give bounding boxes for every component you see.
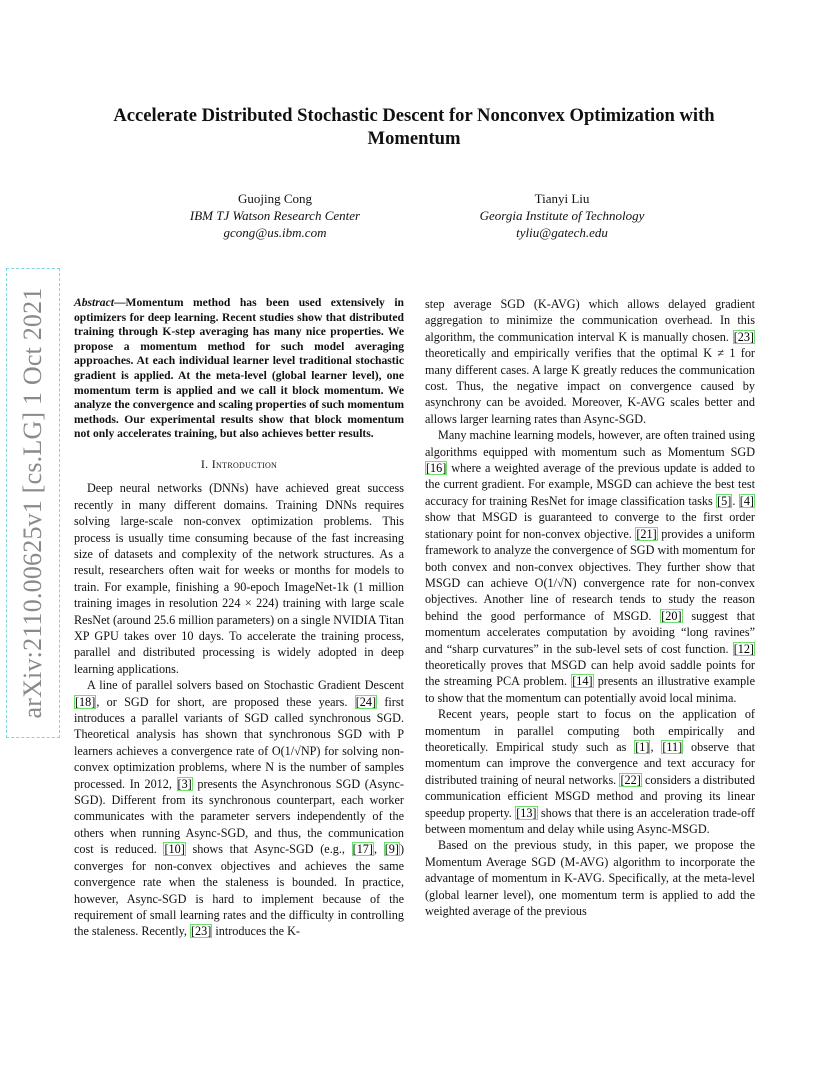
arxiv-stamp[interactable]: arXiv:2110.00625v1 [cs.LG] 1 Oct 2021: [18, 287, 47, 719]
citation-link[interactable]: [17]: [352, 842, 373, 857]
left-column: [74, 296, 404, 940]
text-span: show that MSGD is guaranteed to converge to the first order stationary point for non-convex objective.: [425, 510, 755, 541]
text-span: Many machine learning models, however, are often trained using algorithms equipped with momentum such as Momentum SGD: [425, 428, 755, 459]
text-span: where a weighted average of the previous update is added to the current gradient. For example, MSGD can achieve the best test accuracy for training ResNet for image classification tasks: [425, 461, 755, 508]
text-span: presents an illustrative example to show that the momentum can potentially avoid local minima.: [425, 674, 755, 705]
citation-link[interactable]: [16]: [426, 461, 447, 476]
citation-link[interactable]: [5]: [717, 493, 732, 508]
citation-link[interactable]: [23]: [190, 924, 212, 939]
citation-link[interactable]: [23]: [733, 329, 754, 344]
citation-link[interactable]: [3]: [177, 776, 192, 791]
abstract-lead: Abstract: [74, 296, 114, 309]
author-name: Guojing Cong: [237, 191, 313, 206]
paragraph: Based on the previous study, in this paper, we propose the Momentum Average SGD (M-AVG) algorithm to incorporate the advantage of momentum in K-AVG. Specifically, at the meta-level (global learner level), one momentum term is applied to add the weighted average of the previous: [425, 838, 755, 919]
text-span: theoretically proves that MSGD can help avoid saddle points for the streaming PCA problem.: [425, 657, 755, 689]
citation-link[interactable]: [21]: [636, 526, 657, 541]
text-span: presents the Asynchronous SGD (Async-SGD). Different from its synchronous counterpart, each worker communicates with the parameter servers independently of the others when running Async-SGD, and thus, the communication cost is reduced.: [74, 776, 404, 857]
section-title: Introduction: [211, 456, 278, 471]
text-span: suggest that momentum accelerates computation by avoiding “long ravines” and “sharp curvatures” in the sub-level sets of cost function.: [425, 608, 755, 656]
author-block-1: [155, 190, 395, 241]
title-line-1: Accelerate Distributed Stochastic Descent for Nonconvex Optimization with: [113, 105, 715, 126]
citation-link[interactable]: [22]: [620, 772, 641, 787]
text-span: observe that momentum can improve the convergence and text accuracy for distributed training of neural networks.: [425, 739, 756, 787]
text-span: shows that there is an acceleration trade-off between momentum and delay while using Async-MSGD.: [425, 805, 755, 836]
text-span: .: [732, 493, 739, 508]
citation-link[interactable]: [9]: [384, 842, 399, 857]
right-column: [425, 296, 755, 919]
paragraph: [74, 677, 404, 940]
citation-link[interactable]: [24]: [355, 694, 377, 709]
citation-link[interactable]: [12]: [733, 641, 754, 656]
text-span: first introduces a parallel variants of SGD called synchronous SGD. Theoretical analysis has shown that synchronous SGD with P learners achieves a convergence rate of O(1/√NP) for solving non-convex optimization problems, where N is the number of samples processed. In 2012,: [74, 694, 404, 791]
paper-title: [100, 104, 728, 150]
text-span: A line of parallel solvers based on Stochastic Gradient Descent: [87, 678, 404, 693]
text-span: shows that Async-SGD (e.g.,: [185, 842, 352, 857]
paragraph: [425, 427, 755, 706]
citation-link[interactable]: [20]: [661, 608, 682, 623]
abstract: [74, 296, 404, 442]
text-span: , or SGD for short, are proposed these years.: [96, 694, 355, 709]
paragraph: [425, 706, 755, 837]
text-span: step average SGD (K-AVG) which allows delayed gradient aggregation to minimize the communication overhead. In this algorithm, the communication interval K is manually chosen.: [425, 297, 755, 344]
author-block-2: [442, 190, 682, 241]
text-span: introduces the K-: [212, 924, 300, 939]
text-span: ,: [650, 739, 662, 754]
citation-link[interactable]: [14]: [572, 674, 593, 689]
author-email[interactable]: tyliu@gatech.edu: [516, 225, 608, 240]
text-span: Recent years, people start to focus on the application of momentum in parallel computing both empirically and theoretically. Empirical study such as: [425, 707, 755, 754]
section-number: I.: [200, 456, 209, 471]
text-span: provides a uniform framework to analyze the convergence of SGD with momentum for both convex and non-convex objectives. They further show that MSGD can achieve O(1/√N) convergence rate for non-convex objectives. Another line of research tends to study the reason behind the good performance of MSGD.: [425, 526, 755, 623]
citation-link[interactable]: [1]: [635, 739, 650, 754]
section-heading: [74, 456, 404, 472]
citation-link[interactable]: [10]: [164, 842, 185, 857]
paragraph: [425, 296, 755, 427]
author-affiliation: Georgia Institute of Technology: [479, 208, 645, 223]
author-affiliation: IBM TJ Watson Research Center: [189, 208, 361, 223]
author-name: Tianyi Liu: [534, 191, 590, 206]
citation-link[interactable]: [11]: [662, 739, 683, 754]
text-span: considers a distributed communication efficient MSGD method and proving its linear speedup property.: [425, 772, 755, 820]
text-span: theoretically and empirically verifies that the optimal K ≠ 1 for many different cases. A large K greatly reduces the communication cost. Thus, the negative impact on convergence caused by asynchrony can be avoided. Moreover, K-AVG scales better and allows larger learning rates than Async-SGD.: [425, 346, 755, 426]
text-span: ) converges for non-convex objectives and achieves the same convergence rate when the staleness is bounded. In practice, however, Async-SGD is hard to implement because of the requirement of small learning rates and the difficulty in controlling the staleness. Recently,: [74, 842, 404, 939]
author-email[interactable]: gcong@us.ibm.com: [223, 225, 327, 240]
abstract-text: —Momentum method has been used extensively in optimizers for deep learning. Recent studies show that distributed training through K-step averaging has many nice properties. We propose a momentum method for such model averaging approaches. At each individual learner level traditional stochastic gradient is applied. At the meta-level (global learner level), one momentum term is applied and we call it block momentum. We analyze the convergence and scaling properties of such momentum methods. Our experimental results show that block momentum not only accelerates training, but also achieves better results.: [74, 296, 404, 441]
title-line-2: Momentum: [367, 128, 461, 149]
citation-link[interactable]: [13]: [516, 805, 537, 820]
text-span: ,: [373, 842, 384, 857]
arxiv-stamp-box: [6, 268, 60, 738]
citation-link[interactable]: [4]: [739, 493, 754, 508]
citation-link[interactable]: [18]: [75, 694, 96, 709]
paragraph: Deep neural networks (DNNs) have achieved great success recently in many different domains. Training DNNs requires solving large-scale non-convex optimization problems. This process is usually time consuming because of the fast increasing size of datasets and complexity of the network structures. As a result, researchers often wait for weeks or months for models to train. For example, finishing a 90-epoch ImageNet-1k (1 million training images in resolution 224 × 224) training with large scale ResNet (around 25.6 million parameters) on a single NVIDIA Titan XP GPU takes over 10 days. To accelerate the training process, parallel and distributed processing is widely adopted in deep learning applications.: [74, 481, 404, 676]
